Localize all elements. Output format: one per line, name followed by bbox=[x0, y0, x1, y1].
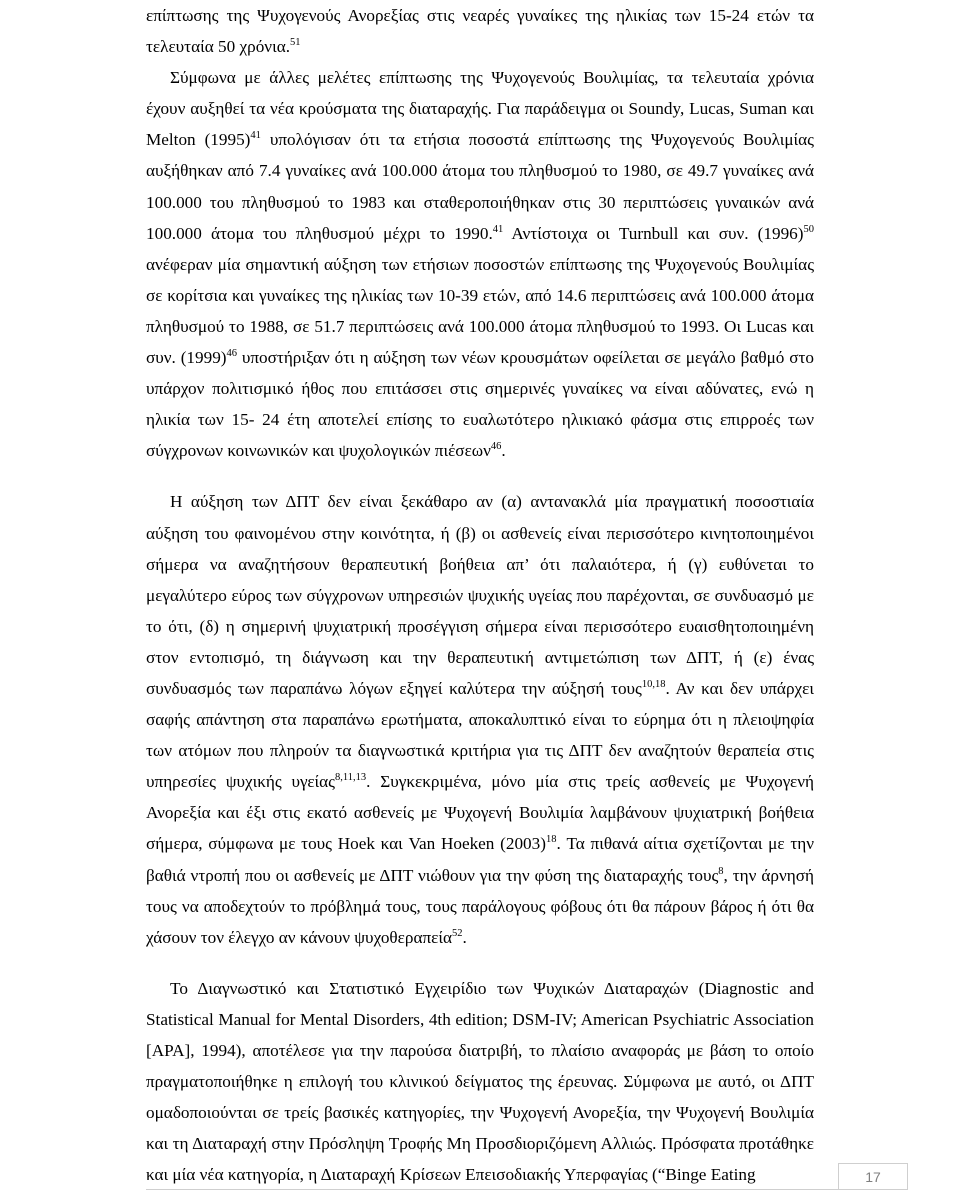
text-run: . bbox=[462, 927, 467, 947]
citation-superscript: 8,11,13 bbox=[334, 772, 367, 784]
paragraph-1 bbox=[146, 0, 814, 62]
citation-superscript: 52 bbox=[451, 927, 463, 939]
text-run: Σύμφωνα με άλλες μελέτες επίπτωσης της Ψυχογενούς Βουλιμίας, τα τελευταία χρόνια έχουν αυξηθεί τα νέα κρούσματα της διαταραχής. Για παράδειγμα οι Soundy, Lucas, Suman και Melton (1995) bbox=[146, 68, 814, 150]
footer-divider bbox=[146, 1189, 908, 1190]
citation-superscript: 46 bbox=[226, 348, 238, 360]
text-run: Αντίστοιχα οι Turnbull και συν. (1996) bbox=[503, 223, 804, 243]
text-run: υπολόγισαν ότι τα ετήσια ποσοστά επίπτωσης της Ψυχογενούς Βουλιμίας αυξήθηκαν από 7.4 γυναίκες ανά 100.000 άτομα του πληθυσμού το 1980, σε 49.7 γυναίκες ανά 100.000 του πληθυσμού το 1983 και σταθεροποιήθηκαν στις 30 περιπτώσεις γυναικών ανά 100.000 άτομα του πληθυσμού μέχρι το 1990. bbox=[146, 130, 814, 243]
text-run: Η αύξηση των ΔΠΤ δεν είναι ξεκάθαρο αν (α) αντανακλά μία πραγματική ποσοστιαία αύξηση του φαινομένου στην κοινότητα, ή (β) οι ασθενείς είναι περισσότερο κινητοποιημένοι σήμερα να αναζητήσουν θεραπευτική βοήθεια απ’ ότι παλαιότερα, ή (γ) ευθύνεται το μεγαλύτερο εύρος των σύγχρονων υπηρεσιών ψυχικής υγείας που παρέχονται, σε συνδυασμό με το ότι, (δ) η σημερινή ψυχιατρική προσέγγιση σήμερα είναι περισσότερο ευαισθητοποιημένη στον εντοπισμό, τη διάγνωση και την θεραπευτική αντιμετώπιση των ΔΠΤ, ή (ε) ένας συνδυασμός των παραπάνω λόγων εξηγεί καλύτερα την αύξησή τους bbox=[146, 492, 814, 698]
paragraph-3 bbox=[146, 486, 814, 952]
citation-superscript: 10,18 bbox=[641, 678, 666, 690]
paragraph-2 bbox=[146, 62, 814, 466]
citation-superscript: 41 bbox=[250, 130, 261, 142]
page-number: 17 bbox=[838, 1163, 908, 1189]
text-run: Το Διαγνωστικό και Στατιστικό Εγχειρίδιο των Ψυχικών Διαταραχών (Diagnostic and Statistical Manual for Mental Disorders, 4th edition; DSM-IV; American Psychiatric Association [APA], 1994), αποτέλεσε για την παρούσα διατριβή, το πλαίσιο αναφοράς με βάση το οποίο πραγματοποιήθηκε η επιλογή του κλινικού δείγματος της έρευνας. Σύμφωνα με αυτό, οι ΔΠΤ ομαδοποιούνται σε τρείς βασικές κατηγορίες, την Ψυχογενή Ανορεξία, την Ψυχογενή Βουλιμία και τη Διαταραχή στην Πρόσληψη Τροφής Μη Προσδιοριζόμενη Αλλιώς. Πρόσφατα προτάθηκε και μία νέα κατηγορία, η Διαταραχή Κρίσεων Επεισοδιακής Υπερφαγίας (“Binge Eating bbox=[146, 978, 814, 1185]
citation-superscript: 18 bbox=[545, 834, 557, 846]
text-run: ανέφεραν μία σημαντική αύξηση των ετήσιων ποσοστών επίπτωσης της Ψυχογενούς Βουλιμίας σε κορίτσια και γυναίκες της ηλικίας των 10-39 ετών, από 14.6 περιπτώσεις ανά 100.000 άτομα πληθυσμού το 1988, σε 51.7 περιπτώσεις ανά 100.000 άτομα πληθυσμού το 1993. Οι Lucas και συν. (1999) bbox=[146, 254, 814, 368]
citation-superscript: 46 bbox=[490, 441, 502, 453]
text-run: επίπτωσης της Ψυχογενούς Ανορεξίας στις νεαρές γυναίκες της ηλικίας των 15-24 ετών τα τελευταία 50 χρόνια. bbox=[146, 6, 814, 57]
text-run: , την άρνησή τους να αποδεχτούν το πρόβλημά τους, τους παράλογους φόβους ότι θα πάρουν βάρος ή ότι θα χάσουν τον έλεγχο αν κάνουν ψυχοθεραπεία bbox=[146, 865, 814, 947]
citation-superscript: 51 bbox=[290, 37, 301, 49]
text-run: . Αν και δεν υπάρχει σαφής απάντηση στα παραπάνω ερωτήματα, αποκαλυπτικό είναι το εύρημα ότι η πλειοψηφία των ατόμων που πληρούν τα διαγνωστικά κριτήρια για τις ΔΠΤ δεν αναζητούν θεραπεία στις υπηρεσίες ψυχικής υγείας bbox=[146, 678, 814, 792]
paragraph-4 bbox=[146, 973, 814, 1191]
text-run: . Τα πιθανά αίτια σχετίζονται με την βαθιά ντροπή που οι ασθενείς με ΔΠΤ νιώθουν για την φύση της διαταραχής τους bbox=[146, 834, 814, 885]
text-run: . Συγκεκριμένα, μόνο μία στις τρείς ασθενείς με Ψυχογενή Ανορεξία και έξι στις εκατό ασθενείς με Ψυχογενή Βουλιμία λαμβάνουν ψυχιατρική βοήθεια σήμερα, σύμφωνα με τους Hoek και Van Hoeken (2003) bbox=[146, 772, 814, 854]
text-run: υποστήριξαν ότι η αύξηση των νέων κρουσμάτων οφείλεται σε μεγάλο βαθμό στο υπάρχον πολιτισμικό ήθος που επιτάσσει στις σημερινές γυναίκες να είναι αδύνατες, ενώ η ηλικία των 15- 24 έτη αποτελεί επίσης το ευαλωτότερο ηλικιακό φάσμα στις επιρροές των σύγχρονων κοινωνικών και ψυχολογικών πιέσεων bbox=[146, 348, 814, 461]
citation-superscript: 41 bbox=[492, 223, 504, 235]
citation-superscript: 8 bbox=[718, 865, 724, 877]
citation-superscript: 50 bbox=[803, 223, 814, 235]
document-page bbox=[146, 0, 814, 1190]
text-run: . bbox=[501, 441, 506, 461]
